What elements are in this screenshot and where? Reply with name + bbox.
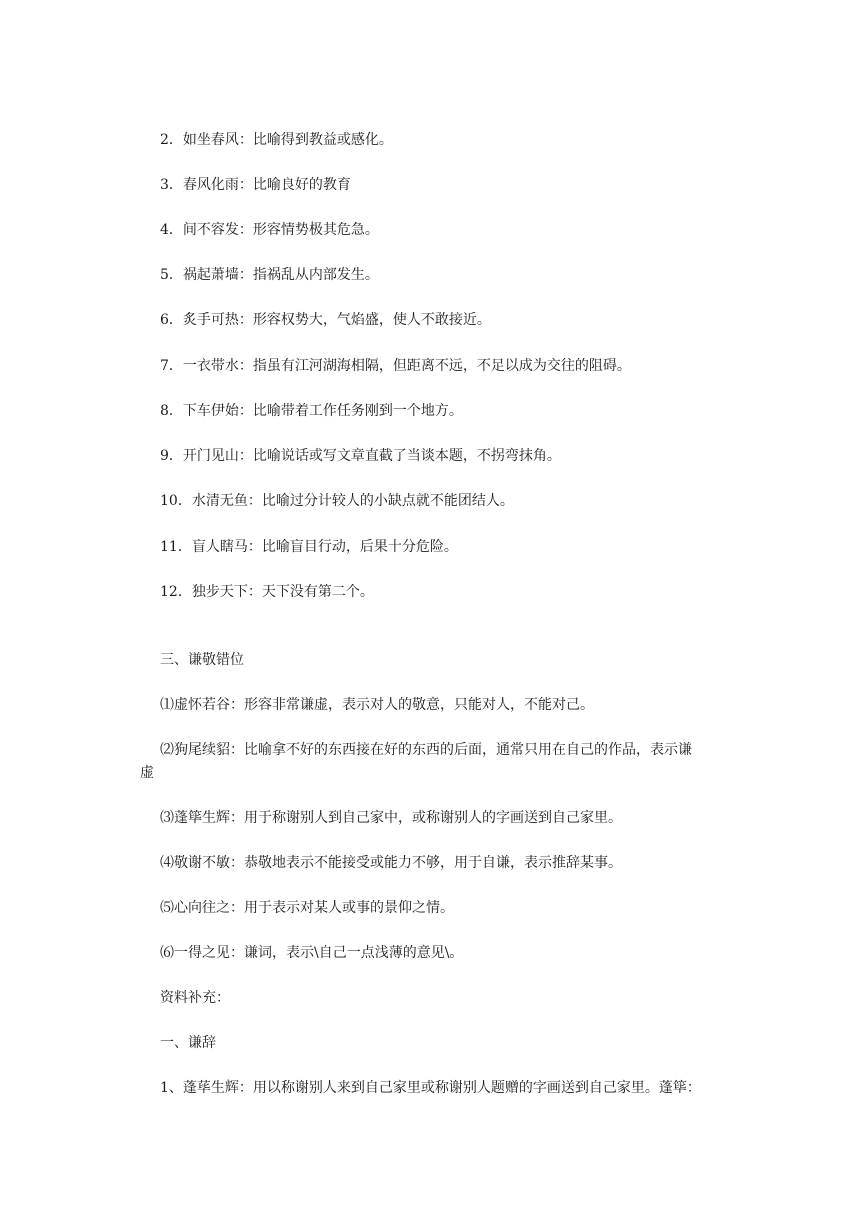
section3-item-2: ⑵狗尾续貂：比喻拿不好的东西接在好的东西的后面，通常只用在自己的作品，表示谦 xyxy=(160,742,692,758)
supplement-subheading: 一、谦辞 xyxy=(160,1035,216,1051)
section3-item-4: ⑷敬谢不敏：恭敬地表示不能接受或能力不够，用于自谦，表示推辞某事。 xyxy=(160,855,622,871)
idiom-item-3: 3．春风化雨：比喻良好的教育 xyxy=(160,177,351,193)
idiom-item-4: 4．间不容发：形容情势极其危急。 xyxy=(160,222,379,238)
section3-item-1: ⑴虚怀若谷：形容非常谦虚，表示对人的敬意，只能对人，不能对己。 xyxy=(160,697,594,713)
section3-item-3: ⑶蓬筚生辉：用于称谢别人到自己家中，或称谢别人的字画送到自己家里。 xyxy=(160,810,622,826)
section-heading-humble-respect: 三、谦敬错位 xyxy=(160,652,244,668)
supplement-item-1: 1、蓬荜生辉：用以称谢别人来到自己家里或称谢别人题赠的字画送到自己家里。蓬筚： xyxy=(160,1080,701,1096)
supplement-heading: 资料补充： xyxy=(160,990,230,1006)
idiom-item-8: 8．下车伊始：比喻带着工作任务刚到一个地方。 xyxy=(160,403,463,419)
idiom-item-2: 2．如坐春风：比喻得到教益或感化。 xyxy=(160,132,393,148)
idiom-item-9: 9．开门见山：比喻说话或写文章直截了当谈本题，不拐弯抹角。 xyxy=(160,448,561,464)
idiom-item-5: 5．祸起萧墙：指祸乱从内部发生。 xyxy=(160,267,379,283)
section3-item-2-continuation: 虚 xyxy=(140,765,154,781)
idiom-item-7: 7．一衣带水：指虽有江河湖海相隔，但距离不远，不足以成为交往的阻碍。 xyxy=(160,358,631,374)
idiom-item-12: 12．独步天下：天下没有第二个。 xyxy=(160,584,374,600)
idiom-item-11: 11．盲人瞎马：比喻盲目行动，后果十分危险。 xyxy=(160,539,458,555)
section3-item-5: ⑸心向往之：用于表示对某人或事的景仰之情。 xyxy=(160,900,454,916)
section3-item-6: ⑹一得之见：谦词，表示\自己一点浅薄的意见\。 xyxy=(160,945,464,961)
idiom-item-10: 10．水清无鱼：比喻过分计较人的小缺点就不能团结人。 xyxy=(160,493,514,509)
idiom-item-6: 6．炙手可热：形容权势大，气焰盛，使人不敢接近。 xyxy=(160,312,491,328)
